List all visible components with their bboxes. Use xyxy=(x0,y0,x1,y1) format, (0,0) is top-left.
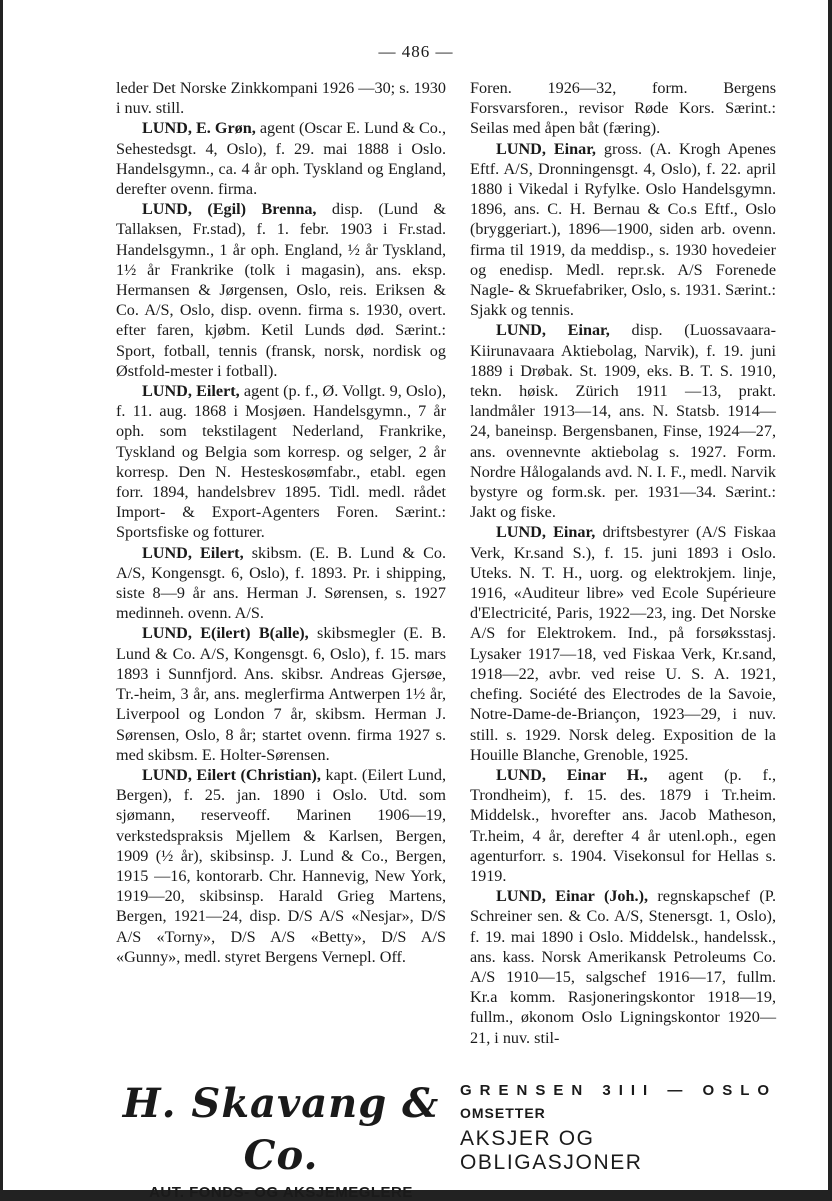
entry-name: LUND, E(ilert) B(alle), xyxy=(142,624,309,643)
right-column xyxy=(470,78,776,1048)
company-business: AKSJER OG OBLIGASJONER xyxy=(460,1127,643,1174)
advertisement-logo-block xyxy=(116,1078,446,1201)
entry-paragraph xyxy=(116,623,446,764)
entry-name: LUND, E. Grøn, xyxy=(142,119,256,138)
entry-text: agent (p. f., Trondheim), f. 15. des. 1879 i Tr.heim. Middelsk., hvorefter ans. Jacob Matheson, Tr.heim, 4 år, derefter 4 år utenl.oph., egen agenturforr. s. 1904. Visekonsul for Hellas s. 1919. xyxy=(470,765,776,885)
entry-text: Foren. 1926—32, form. Bergens Forsvarsforen., revisor Røde Kors. Særint.: Seilas med åpen båt (færing). xyxy=(470,79,776,138)
entry-text: agent (Oscar E. Lund & Co., Sehestedsgt. 4, Oslo), f. 29. mai 1888 i Oslo. Handelsgymn., ca. 4 år oph. Tyskland og England, derefter ovenn. firma. xyxy=(116,119,446,199)
scan-edge-left xyxy=(0,0,3,1201)
entry-paragraph xyxy=(470,139,776,321)
scan-edge-right xyxy=(828,0,832,1201)
left-column xyxy=(116,78,446,967)
entry-paragraph xyxy=(116,78,446,118)
company-label: OMSETTER xyxy=(460,1105,546,1121)
entry-name: LUND, Eilert (Christian), xyxy=(142,765,321,784)
entry-text: leder Det Norske Zinkkompani 1926 —30; s. 1930 i nuv. still. xyxy=(116,79,446,118)
entry-text: regnskapschef (P. Schreiner sen. & Co. A/S, Stenersgt. 1, Oslo), f. 19. mai 1890 i Oslo. Middelsk., handelssk., ans. kass. Norsk Amerikansk Petroleums Co. A/S 1910—15, salgschef 1916—17, fullm. Kr.a komm. Rasjoneringskontor 1918—19, fullm., økonom Oslo Ligningskontor 1920—21, i nuv. stil- xyxy=(470,887,776,1047)
company-logo: H. Skavang & Co. xyxy=(122,1080,440,1179)
page-number: — 486 — xyxy=(378,42,454,61)
entry-text: agent (p. f., Ø. Vollgt. 9, Oslo), f. 11. aug. 1868 i Mosjøen. Handelsgymn., 7 år oph. som tekstilagent Nederland, Frankrike, Tyskland og Belgia som korresp. og selger, 2 år korresp. Den N. Hesteskosømfabr., etabl. egen forr. 1894, handelsbrev 1895. Tidl. medl. rådet Import- & Export-Agenters Foren. Særint.: Sportsfiske og fotturer. xyxy=(116,382,446,542)
entry-paragraph xyxy=(116,199,446,381)
entry-name: LUND, Eilert, xyxy=(142,382,240,401)
entry-text: driftsbestyrer (A/S Fiskaa Verk, Kr.sand S.), f. 15. juni 1893 i Oslo. Uteks. N. T. H., uorg. og elektrokjem. linje, 1916, «Auditeur libre» ved Ecole Supérieure d'Electricité, Paris, 1922—23, ing. Det Norske A/S for Elektrokem. Ind., på forsøksstasj. Lysaker 1917—18, ved Fiskaa Verk, Kr.sand, 1918—22, avbr. ved reise U. S. A. 1921, chefing. Société des Electrodes de la Savoie, Notre-Dame-de-Briançon, 1923—29, i nuv. still. s. 1929. Norsk deleg. Exposition de la Houille Blanche, Grenoble, 1925. xyxy=(470,523,776,764)
entry-name: LUND, Einar, xyxy=(496,321,610,340)
entry-paragraph xyxy=(470,886,776,1048)
entry-name: LUND, Einar, xyxy=(496,139,596,158)
company-subtitle: AUT. FONDS- OG AKSJEMEGLERE xyxy=(149,1184,413,1201)
entry-name: LUND, Einar H., xyxy=(496,765,648,784)
entry-text: skibsmegler (E. B. Lund & Co. A/S, Kongensgt. 6, Oslo), f. 15. mars 1893 i Sunnfjord. Ans. skibsr. Andreas Gjersøe, Tr.-heim, 3 år, ans. meglerfirma Antwerpen 1½ år, Liverpool og London 7 år, skibsm. Herman J. Sørensen, Oslo, 8 år; startet ovenn. firma 1927 s. med skibsm. E. Holter-Sørensen. xyxy=(116,624,446,764)
company-address: GRENSEN 3III — OSLO xyxy=(460,1082,778,1099)
entry-text: skibsm. (E. B. Lund & Co. A/S, Kongensgt. 6, Oslo), f. 1893. Pr. i shipping, siste 8—9 år ans. Herman J. Sørensen, s. 1927 medinneh. ovenn. A/S. xyxy=(116,543,447,623)
entry-text: disp. (Luossavaara-Kiirunavaara Aktiebolag, Narvik), f. 19. juni 1889 i Drøbak. St. 1909, eks. B. T. S. 1910, tekn. høisk. Zürich 1911 —13, prakt. landmåler 1913—14, ans. N. Statsb. 1914—24, baneinsp. Bergensbanen, Finse, 1924—27, ans. ovennevnte aktiebolag s. 1927. Form. Nordre Hålogalands avd. N. I. F., medl. Narvik bystyre og form.sk. per. 1931—34. Særint.: Jakt og fiske. xyxy=(470,321,776,522)
entry-paragraph xyxy=(470,765,776,886)
entry-text: disp. (Lund & Tallaksen, Fr.stad), f. 1. febr. 1903 i Fr.stad. Handelsgymn., 1 år oph. England, ½ år Tyskland, 1½ år Frankrike (tolk i magasin), ans. eksp. Hermansen & Jørgensen, Oslo, reis. Eriksen & Co. A/S, Oslo, disp. ovenn. firma s. 1930, overt. efter faren, kjøbm. Ketil Lunds død. Særint.: Sport, fotball, tennis (fransk, norsk, nordisk og Østfold-mester i fotball). xyxy=(116,200,446,380)
advertisement-info-block xyxy=(460,1078,780,1175)
entry-text: kapt. (Eilert Lund, Bergen), f. 25. jan. 1890 i Oslo. Utd. som sjømann, reserveoff. Marinen 1906—19, verkstedspraksis Mjellem & Karlsen, Bergen, 1909 (½ år), skibsinsp. J. Lund & Co., Bergen, 1915 —16, kontorarb. Chr. Hannevig, New York, 1919—20, skibsinsp. Harald Grieg Martens, Bergen, 1921—24, disp. D/S A/S «Nesjar», D/S A/S «Torny», D/S A/S «Betty», D/S A/S «Gunny», medl. styret Bergens Vernepl. Off. xyxy=(116,765,447,966)
entry-name: LUND, Eilert, xyxy=(142,543,244,562)
entry-paragraph xyxy=(116,118,446,199)
entry-paragraph xyxy=(470,320,776,522)
entry-paragraph xyxy=(470,522,776,764)
entry-name: LUND, Einar, xyxy=(496,523,596,542)
entry-paragraph xyxy=(116,381,446,543)
entry-name: LUND, (Egil) Brenna, xyxy=(142,200,317,219)
entry-text: gross. (A. Krogh Apenes Eftf. A/S, Dronningensgt. 4, Oslo), f. 22. april 1880 i Vikedal i Ryfylke. Oslo Handelsgymn. 1896, ans. C. H. Bernau & Co.s Eftf., Oslo (bryggeriart.), 1896—1900, siden arb. ovenn. firma til 1919, da meddisp., s. 1930 hovedeier og enedisp. Medl. repr.sk. A/S Forenede Nagle- & Skruefabriker, Oslo, s. 1931. Særint.: Sjakk og tennis. xyxy=(470,139,776,320)
entry-name: LUND, Einar (Joh.), xyxy=(496,887,649,906)
entry-paragraph xyxy=(116,543,446,624)
entry-paragraph xyxy=(470,78,776,139)
entry-paragraph xyxy=(116,765,446,967)
